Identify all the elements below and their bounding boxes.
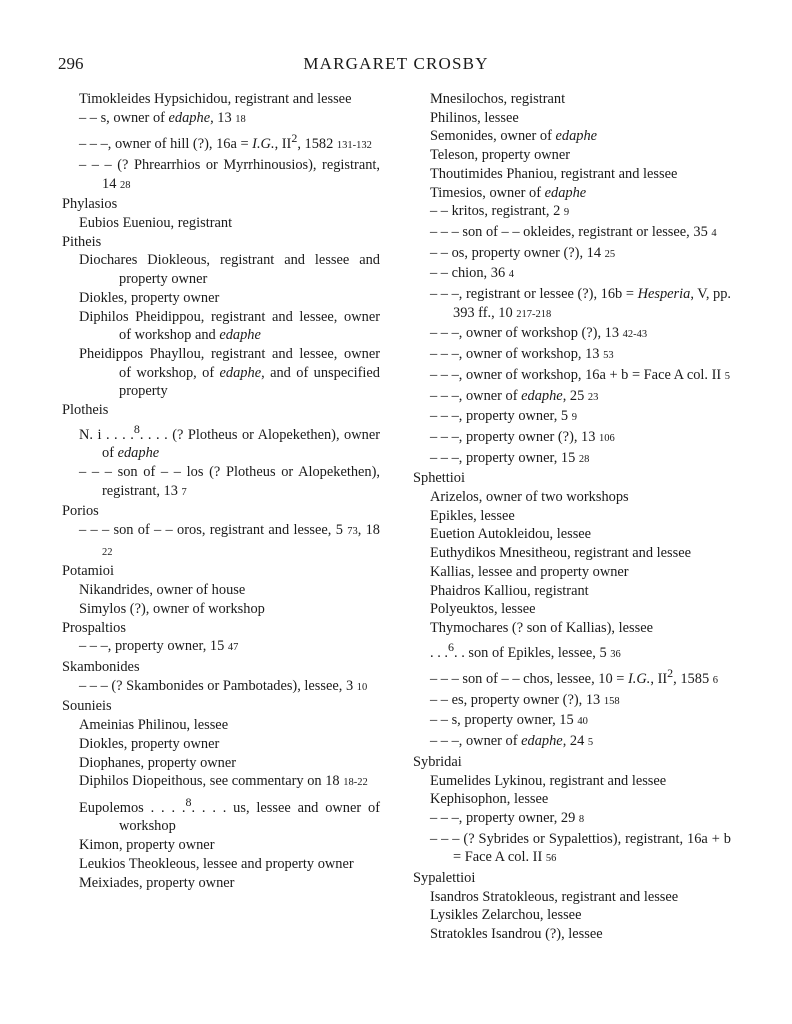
index-entry: – – –, owner of workshop, 16a + b = Face A col. II 5 xyxy=(430,366,731,383)
index-entry: Diphilos Diopeithous, see commentary on 18 18-22 xyxy=(79,773,368,790)
index-entry: – – s, owner of edaphe, 13 18 xyxy=(79,109,246,126)
index-entry: Philinos, lessee xyxy=(430,109,519,126)
index-entry: – – es, property owner (?), 13 158 xyxy=(430,691,620,708)
index-entry: – – – son of – – oros, registrant and lessee, 5 73, 18 22 xyxy=(79,522,380,558)
index-entry: Timokleides Hypsichidou, registrant and lessee xyxy=(79,91,352,107)
index-entry: Stratokles Isandrou (?), lessee xyxy=(430,926,603,943)
index-entry: – – os, property owner (?), 14 25 xyxy=(430,244,616,261)
index-entry: Thymochares (? son of Kallias), lessee xyxy=(430,619,653,636)
index-entry: Ameinias Philinou, lessee xyxy=(79,717,229,734)
deme-heading: Prospaltios xyxy=(62,619,126,636)
index-entry: Meixiades, property owner xyxy=(79,874,235,891)
index-entry: – – –, property owner, 15 28 xyxy=(430,449,590,466)
index-entry: – – – son of – – okleides, registrant or lessee, 35 4 xyxy=(430,223,717,240)
index-entry: – – s, property owner, 15 40 xyxy=(430,712,588,729)
index-entry: – – – (? Skambonides or Pambotades), lessee, 3 10 xyxy=(79,677,368,694)
right-column xyxy=(413,90,731,944)
index-entry: Euetion Autokleidou, lessee xyxy=(430,526,592,543)
index-entry: – – – (? Sybrides or Sypalettios), registrant, 16a + b = Face A col. II 56 xyxy=(430,830,731,866)
index-entry: – – kritos, registrant, 2 9 xyxy=(430,203,570,220)
deme-heading: Sypalettioi xyxy=(413,870,476,887)
index-entry: – – –, owner of edaphe, 24 5 xyxy=(430,733,594,750)
index-entry: – – –, property owner, 5 9 xyxy=(430,408,577,425)
index-entry: Semonides, owner of edaphe xyxy=(430,128,598,145)
index-entry: Eupolemos . . . .$^8$. . . . us, lessee and owner of workshop xyxy=(79,794,380,835)
index-entry: Leukios Theokleous, lessee and property owner xyxy=(79,855,354,872)
deme-heading: Plotheis xyxy=(62,402,109,419)
deme-heading: Sphettioi xyxy=(413,470,465,487)
index-entry: – – –, property owner, 29 8 xyxy=(430,809,585,826)
index-entry: Arizelos, owner of two workshops xyxy=(430,489,629,506)
index-entry: Nikandrides, owner of house xyxy=(79,582,246,599)
index-entry: Diokles, property owner xyxy=(79,735,220,752)
index-entry: – – –, property owner (?), 13 106 xyxy=(430,428,615,445)
deme-heading: Potamioi xyxy=(62,563,114,580)
index-entry: Timesios, owner of edaphe xyxy=(430,184,587,201)
index-entry: Euthydikos Mnesitheou, registrant and lessee xyxy=(430,545,691,562)
index-entry: Polyeuktos, lessee xyxy=(430,601,536,618)
deme-heading: Porios xyxy=(62,503,99,520)
index-entry: Eumelides Lykinou, registrant and lessee xyxy=(430,772,667,789)
index-entry: Lysikles Zelarchou, lessee xyxy=(430,907,582,924)
index-entry: Thoutimides Phaniou, registrant and lessee xyxy=(430,165,678,182)
index-entry: Kimon, property owner xyxy=(79,837,215,854)
index-entry: Diphilos Pheidippou, registrant and lessee, owner of workshop and edaphe xyxy=(79,308,380,344)
index-entry: Kephisophon, lessee xyxy=(430,791,549,808)
index-entry: Eubios Eueniou, registrant xyxy=(79,215,233,232)
deme-heading: Phylasios xyxy=(62,196,118,213)
index-entry: Epikles, lessee xyxy=(430,507,515,524)
index-entry: N. i . . . .$^8$. . . . (? Plotheus or Alopekethen), owner of edaphe xyxy=(79,421,380,462)
left-column xyxy=(62,90,380,892)
index-entry: Diochares Diokleous, registrant and lessee and property owner xyxy=(79,252,380,288)
index-entry: Phaidros Kalliou, registrant xyxy=(430,582,589,599)
index-entry: – – –, owner of workshop, 13 53 xyxy=(430,346,614,363)
index-entry: – – – son of – – chos, lessee, 10 = I.G., $II^2$, 1585 6 xyxy=(430,666,718,687)
index-entry: – – –, owner of edaphe, 25 23 xyxy=(430,387,599,404)
index-entry: Diokles, property owner xyxy=(79,289,220,306)
index-entry: Isandros Stratokleous, registrant and lessee xyxy=(430,888,679,905)
index-entry: Pheidippos Phayllou, registrant and lessee, owner of workshop, of edaphe, and of unspecified property xyxy=(79,345,380,400)
index-entry: Diophanes, property owner xyxy=(79,754,237,771)
index-entry: Mnesilochos, registrant xyxy=(430,91,566,107)
index-entry: – – –, owner of workshop (?), 13 42-43 xyxy=(430,325,648,342)
index-entry: Teleson, property owner xyxy=(430,147,571,164)
deme-heading: Sybridai xyxy=(413,753,462,770)
index-entry: – – – (? Phrearrhios or Myrrhinousios), registrant, 14 28 xyxy=(79,156,380,192)
index-entry: – – –, registrant or lessee (?), 16b = Hesperia, V, pp. 393 ff., 10 217-218 xyxy=(430,286,732,321)
running-title: MARGARET CROSBY xyxy=(303,54,489,73)
index-entry: – – –, owner of hill (?), 16a = I.G., $II^2$, 1582 131-132 xyxy=(79,131,372,153)
index-entry: – – – son of – – los (? Plotheus or Alopekethen), registrant, 13 7 xyxy=(79,463,380,499)
index-entry: – – chion, 36 4 xyxy=(430,265,514,282)
index-entry: Simylos (?), owner of workshop xyxy=(79,600,265,617)
index-entry: . . .$^6$. . son of Epikles, lessee, 5 36 xyxy=(430,639,621,661)
deme-heading: Skambonides xyxy=(62,658,140,675)
deme-heading: Sounieis xyxy=(62,698,112,715)
deme-heading: Pitheis xyxy=(62,233,102,250)
index-entry: Kallias, lessee and property owner xyxy=(430,563,629,580)
page-number: 296 xyxy=(58,54,84,73)
index-entry: – – –, property owner, 15 47 xyxy=(79,638,239,655)
